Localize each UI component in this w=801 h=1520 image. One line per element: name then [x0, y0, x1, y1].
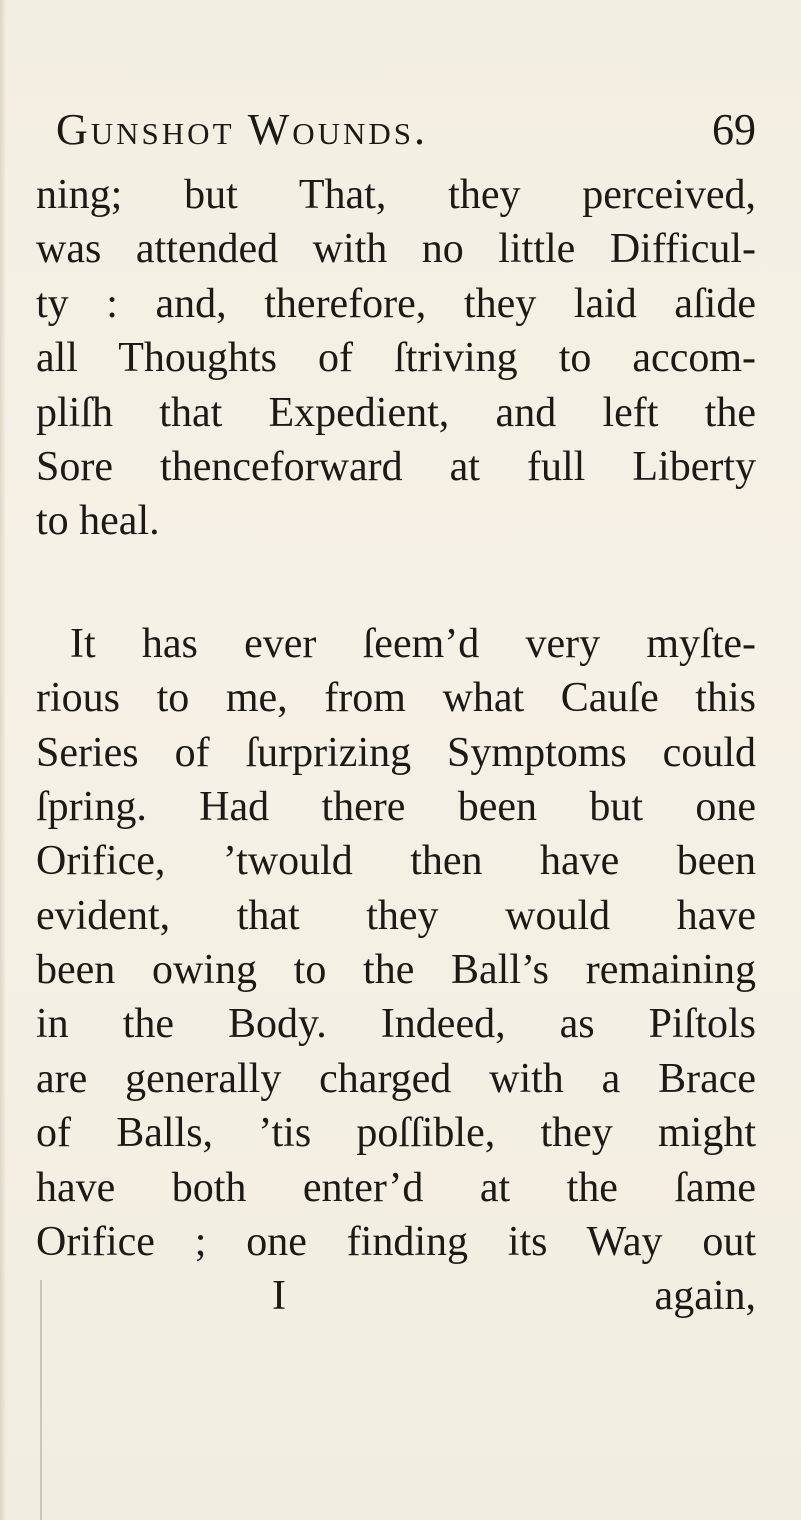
- text-line: ſpring. Had there been but one: [36, 783, 756, 830]
- text-line: have both enter’d at the ſame: [36, 1164, 756, 1211]
- text-line: are generally charged with a Brace: [36, 1055, 756, 1102]
- text-line: ning; but That, they perceived,: [36, 172, 756, 218]
- text-line: It has ever ſeem’d very myſte-: [70, 620, 756, 667]
- text-line: of Balls, ’tis poſſible, they might: [36, 1110, 756, 1157]
- text-line: in the Body. Indeed, as Piſtols: [36, 1001, 756, 1048]
- signature-mark: I: [272, 1273, 286, 1320]
- text-line: pliſh that Expedient, and left the: [36, 389, 756, 436]
- page-header: [56, 100, 756, 170]
- page-number: 69: [712, 105, 756, 154]
- text-line: evident, that they would have: [36, 892, 756, 939]
- running-head: Gunshot Wounds.: [56, 105, 429, 154]
- text-line: Sore thenceforward at full Liberty: [36, 443, 756, 490]
- body-text: [36, 168, 756, 1324]
- text-line: Orifice ; one finding its Way out: [36, 1219, 756, 1266]
- text-line: ty : and, therefore, they laid aſide: [36, 280, 756, 327]
- catchword: again,: [654, 1273, 756, 1320]
- text-line: been owing to the Ball’s remaining: [36, 947, 756, 994]
- text-line: Orifice, ’twould then have been: [36, 838, 756, 885]
- text-line: Series of ſurprizing Symptoms could: [36, 729, 756, 776]
- text-line: was attended with no little Difficul-: [36, 226, 756, 273]
- gutter-shadow: [40, 1280, 42, 1520]
- footer-row: [36, 1269, 756, 1323]
- text-line: to heal.: [36, 498, 160, 545]
- text-line: all Thoughts of ſtriving to accom-: [36, 335, 756, 382]
- text-line: rious to me, from what Cauſe this: [36, 675, 756, 722]
- paragraph-gap: [36, 549, 756, 617]
